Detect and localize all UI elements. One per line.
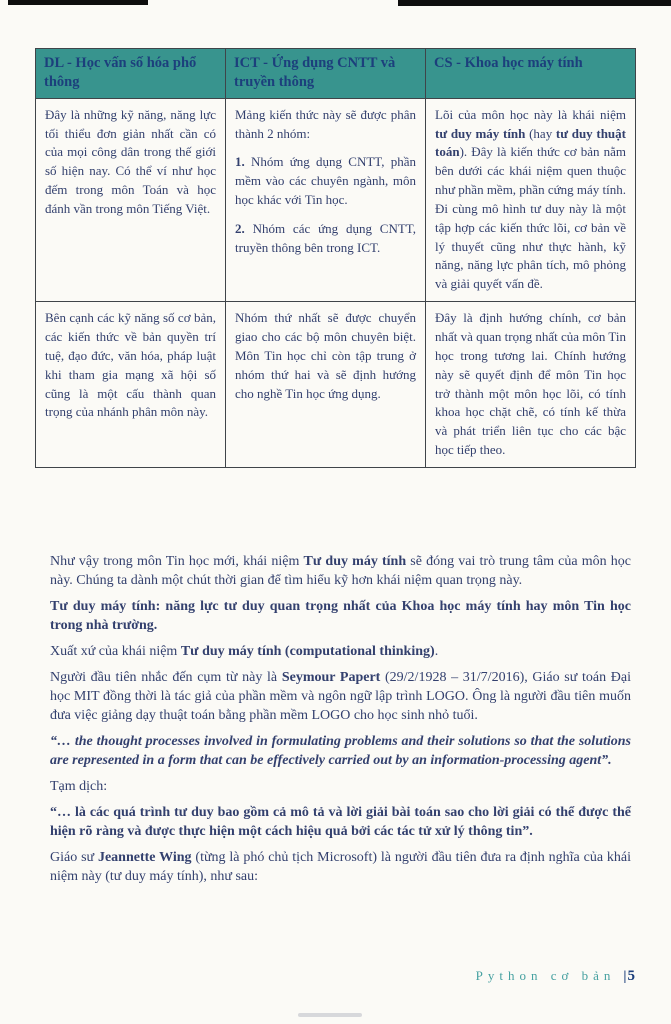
table-header-row bbox=[36, 49, 636, 99]
table-cell-cs-row1 bbox=[426, 98, 636, 301]
text-segment: sẽ đóng vai trò trung tâm của môn học này. Chúng ta dành một chút thời gian để tìm hiểu kỹ hơn khái niệm quan trọng này. bbox=[50, 554, 631, 589]
text-segment: ). Đây là kiến thức cơ bản nằm bên dưới các khái niệm quen thuộc như phần mềm, phần cứng máy tính. Đi cùng mô hình tư duy này là một tập hợp các kiến thức lõi, cơ bản về lý thuyết cũng như thực hành, kỹ năng, năng lực phân tích, mô phỏng và giải quyết vấn đề. bbox=[435, 144, 627, 292]
cell-paragraph bbox=[235, 220, 416, 258]
table-cell-dl-row2 bbox=[36, 302, 226, 468]
paragraph-seymour-papert bbox=[50, 668, 631, 725]
paragraph-english-quote bbox=[50, 732, 631, 770]
cell-paragraph bbox=[435, 106, 626, 294]
paragraph-definition-statement bbox=[50, 597, 631, 635]
text-segment: Giáo sư bbox=[50, 850, 98, 866]
table-cell-ict-row1 bbox=[226, 98, 426, 301]
text-segment: Jeannette Wing bbox=[97, 850, 192, 866]
text-segment: Tư duy máy tính (computational thinking) bbox=[180, 644, 435, 660]
text-segment: “… the thought processes involved in formulating problems and their solutions so that the solutions are represented in a form that can be effectively carried out by an information-processing agent”. bbox=[50, 734, 631, 769]
scan-artifact-bottom bbox=[298, 1013, 362, 1017]
text-segment: 1. bbox=[235, 154, 251, 170]
text-segment: Tư duy máy tính: năng lực tư duy quan trọng nhất của Khoa học máy tính hay môn Tin học trong nhà trường. bbox=[50, 599, 631, 634]
scan-artifact-top-right bbox=[398, 0, 671, 6]
text-segment: Nhóm các ứng dụng CNTT, truyền thông bên trong ICT. bbox=[235, 220, 417, 255]
text-segment: Xuất xứ của khái niệm bbox=[50, 644, 181, 660]
paragraph-translation-label bbox=[50, 777, 631, 796]
table-row-1 bbox=[36, 98, 636, 301]
table-header-cs: CS - Khoa học máy tính bbox=[426, 49, 636, 99]
text-segment: Seymour Papert bbox=[281, 670, 381, 686]
table-cell-ict-row2 bbox=[226, 302, 426, 468]
text-segment: (hay bbox=[525, 125, 556, 141]
page-footer bbox=[476, 968, 635, 985]
cell-paragraph bbox=[235, 153, 416, 210]
cell-paragraph bbox=[235, 106, 416, 144]
table-row-2 bbox=[36, 302, 636, 468]
table-header-dl: DL - Học vấn số hóa phổ thông bbox=[36, 49, 226, 99]
paragraph-vietnamese-quote bbox=[50, 803, 631, 841]
text-segment: Mảng kiến thức này sẽ được phân thành 2 nhóm: bbox=[235, 106, 416, 141]
cell-paragraph bbox=[435, 309, 626, 460]
text-segment: “… là các quá trình tư duy bao gồm cả mô tả và lời giải bài toán sao cho lời giải có thể được thể hiện rõ ràng và được thực hiện một cách hiệu quả bởi các tác tử xử lý thông tin”. bbox=[50, 805, 631, 840]
text-segment: . bbox=[434, 644, 439, 660]
table-header-ict: ICT - Ứng dụng CNTT và truyền thông bbox=[226, 49, 426, 99]
text-segment: Nhóm thứ nhất sẽ được chuyển giao cho các bộ môn chuyên biệt. Môn Tin học chỉ còn tập trung ở nhóm thứ hai và sẽ định hướng cho nghề Tin học ứng dụng. bbox=[235, 310, 416, 401]
cell-paragraph bbox=[45, 309, 216, 422]
cell-paragraph bbox=[235, 309, 416, 403]
text-segment: tư duy máy tính bbox=[435, 125, 526, 141]
page-separator: | bbox=[623, 969, 627, 984]
paragraph-intro bbox=[50, 552, 631, 590]
cell-paragraph bbox=[45, 106, 216, 219]
text-segment: tư duy thuật toán bbox=[435, 125, 626, 160]
text-segment: Tạm dịch: bbox=[50, 779, 108, 795]
table-body bbox=[36, 98, 636, 467]
competency-comparison-table bbox=[35, 48, 636, 468]
text-segment: Người đầu tiên nhắc đến cụm từ này là bbox=[50, 670, 282, 686]
text-segment: Tư duy máy tính bbox=[303, 554, 407, 569]
paragraph-origin bbox=[50, 642, 631, 661]
scan-artifact-top-left bbox=[8, 0, 148, 5]
book-title: Python cơ bản bbox=[475, 968, 616, 983]
text-segment: Lõi của môn học này là khái niệm bbox=[435, 106, 626, 122]
table-cell-cs-row2 bbox=[426, 302, 636, 468]
text-segment: (29/2/1928 – 31/7/2016), Giáo sư toán Đại học MIT đồng thời là tác giả của phần mềm và ngôn ngữ lập trình LOGO. Ông là người đầu tiên muốn đưa việc giảng dạy thuật toán bằng phần mềm LOGO cho học sinh nhỏ tuổi. bbox=[50, 670, 631, 724]
text-segment: 2. bbox=[235, 220, 253, 236]
text-segment: Bên cạnh các kỹ năng số cơ bản, các kiến thức về bản quyền trí tuệ, đạo đức, văn hóa, pháp luật khi tham gia mạng xã hội số cũng là một cấu thành quan trọng của nhánh phân môn này. bbox=[45, 310, 216, 420]
table-cell-dl-row1 bbox=[36, 98, 226, 301]
body-text bbox=[50, 552, 631, 893]
text-segment: Như vậy trong môn Tin học mới, khái niệm bbox=[50, 554, 304, 569]
text-segment: Đây là những kỹ năng, năng lực tối thiểu đơn giản nhất cần có của mọi công dân trong thế giới số hiện nay. Có thể ví như học đếm trong môn Toán và học đánh vần trong môn Tiếng Việt. bbox=[45, 106, 216, 216]
text-segment: Nhóm ứng dụng CNTT, phần mềm vào các chuyên ngành, môn học khác với Tin học. bbox=[235, 154, 417, 208]
table-head bbox=[36, 49, 636, 99]
page-number: 5 bbox=[627, 968, 635, 984]
text-segment: (từng là phó chủ tịch Microsoft) là người đầu tiên đưa ra định nghĩa của khái niệm này (tư duy máy tính), như sau: bbox=[50, 850, 631, 885]
paragraph-jeannette-wing bbox=[50, 848, 631, 886]
text-segment: Đây là định hướng chính, cơ bản nhất và quan trọng nhất của môn Tin học trong tương lai. Chính hướng này sẽ quyết định để môn Tin học trở thành một môn học lõi, có tính khoa học chặt chẽ, có tính kế thừa và phát triển liên tục cho các bậc học tiếp theo. bbox=[435, 310, 627, 458]
